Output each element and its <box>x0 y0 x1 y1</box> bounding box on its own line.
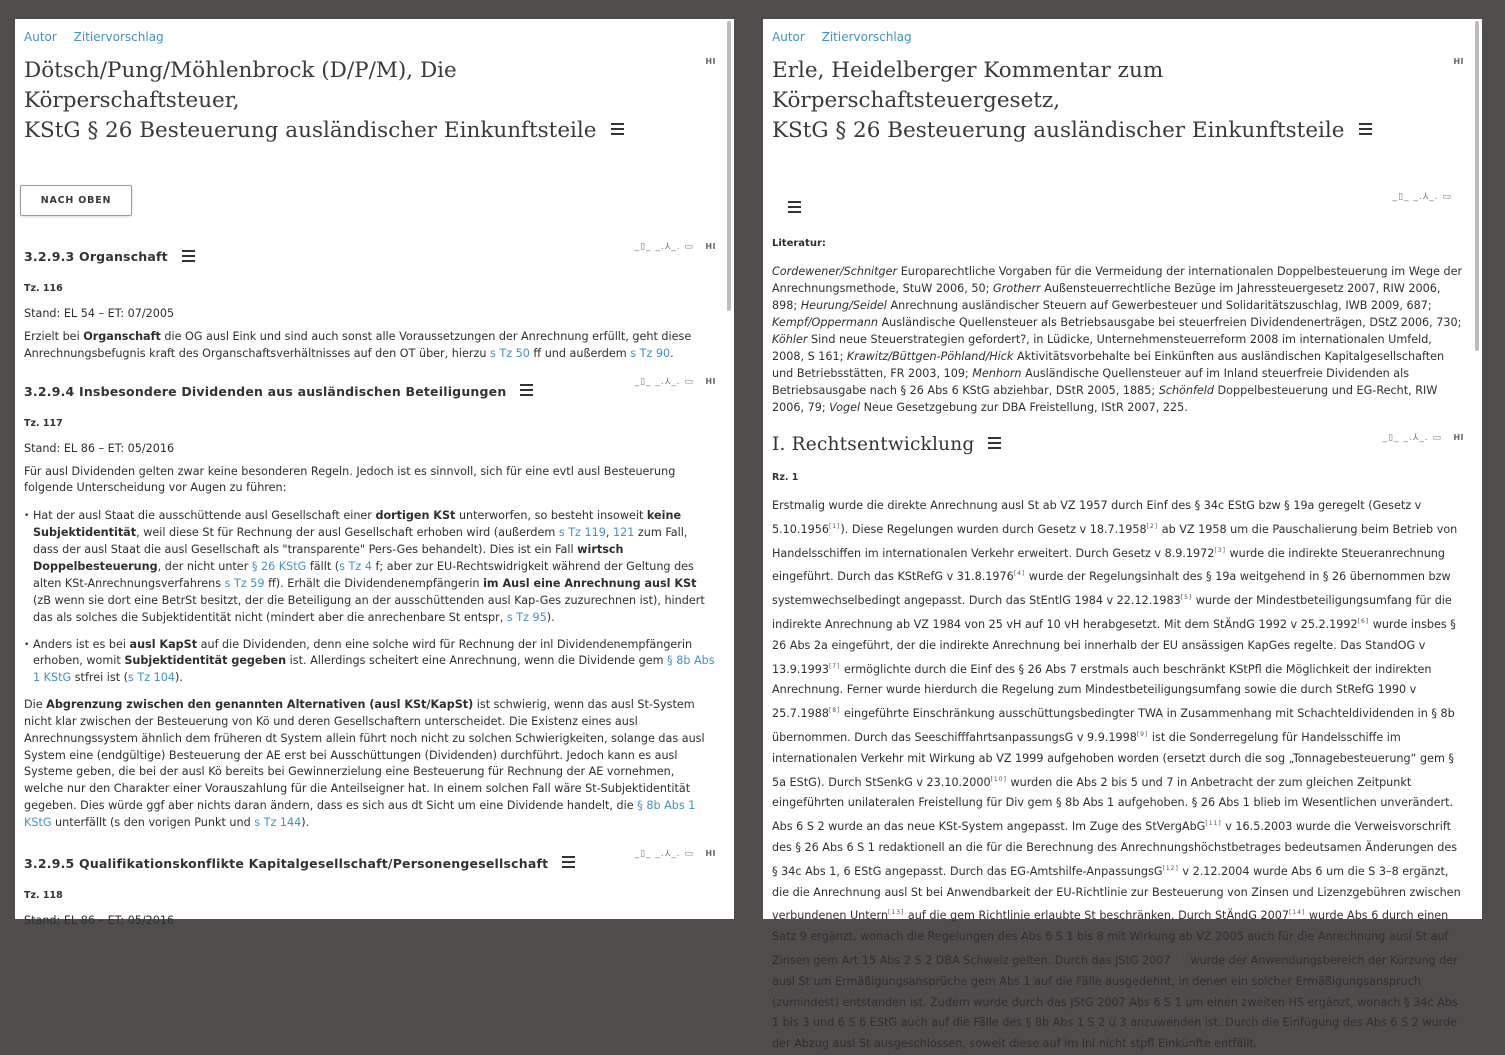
footnote-marker[interactable]: [5] <box>1180 594 1193 602</box>
footnote-marker[interactable]: [12] <box>1162 864 1179 872</box>
citation-link[interactable]: Zitiervorschlag <box>73 30 164 44</box>
rz-text-segment: eingeführte Einschränkung ausschüttungsbedingter TWA in Zusammenhang mit Schachteldividenden in § 8b übernommen. Durch das SeeschifffahrtsanpassungsG v 9.9.1998 <box>772 707 1455 744</box>
footnote-marker[interactable]: [8] <box>828 707 841 715</box>
cross-ref-link[interactable]: s Tz 90 <box>630 346 671 360</box>
rz-text-segment: Erstmalig wurde die direkte Anrechnung ausl St ab VZ 1957 durch Einf des § 34c EStG bzw § 19a geregelt (Gesetz v 5.10.1956 <box>772 499 1422 536</box>
menu-icon[interactable] <box>788 201 801 213</box>
rz-text-segment: auf die gem Richtlinie erlaubte St beschränken. Durch StÄndG 2007 <box>904 909 1289 923</box>
document-title <box>772 56 1464 146</box>
footnote-marker[interactable]: [10] <box>990 775 1007 783</box>
literature-entry: Neue Gesetzgebung zur DBA Freistellung, IStR 2007, 225. <box>860 401 1188 414</box>
rz-text-segment: v 2.12.2004 wurde Abs 6 um die S 3–8 ergänzt, die die Anrechnung ausl St bei Anwendbarkeit der EU-Richtlinie zur Besteuerung von Zinsen und Lizenzgebühren zwischen verbundenen Untern <box>772 864 1461 923</box>
stand-info: Stand: EL 86 – ET: 05/2016 <box>24 913 175 927</box>
document-title <box>24 56 716 146</box>
rz-text-segment: ermöglichte durch die Einf des § 26 Abs 7 erstmals auch beschränkt KStPfl die Möglichkeit der indirekten Anrechnung. Ferner wurde hierdurch die Regelung zum Mindestbeteiligungsumfang sowie die durch StRefG 1990 v 25.7.1988 <box>772 662 1432 721</box>
tz-number: Tz. 117 <box>24 417 63 429</box>
section-organschaft <box>24 242 716 363</box>
footnote-marker[interactable]: [3] <box>1214 546 1226 554</box>
section-heading: 3.2.9.5 Qualifikationskonflikte Kapitalgesellschaft/Personengesellschaft <box>24 854 716 874</box>
literature-entry: Aktivitätsvorbehalte bei Einkünften aus ausländischen Kapitalgesellschaften und Betriebsstätten, FR 2003, 109; <box>772 350 1445 380</box>
section-qualifikationskonflikte <box>24 848 716 927</box>
menu-icon[interactable] <box>182 250 195 262</box>
left-top-links <box>24 29 716 45</box>
literature-author: Krawitz/Büttgen-Pöhland/Hick <box>846 350 1014 363</box>
left-scrollbar[interactable] <box>727 21 731 311</box>
rz-paragraph <box>772 496 1464 1055</box>
tz-number: Tz. 116 <box>24 283 63 294</box>
literature-author: Heurung/Seidel <box>800 299 887 312</box>
rz-text-segment: wurde Abs 6 durch einen Satz 9 ergänzt, wonach die Regelungen des Abs 6 S 1 bis 8 mit Wirkung ab VZ 2005 auch für die Anrechnung ausl St auf Zinsen gem Art 15 Abs 2 S 2 DBA Schweiz gelten. Durch das JStG 2007 <box>772 909 1449 967</box>
cross-ref-link[interactable]: s Tz 104 <box>128 671 176 685</box>
right-top-links <box>772 29 1464 45</box>
author-link[interactable]: Autor <box>772 30 805 44</box>
left-document-pane[interactable] <box>15 19 734 927</box>
literature-author: Menhorn <box>972 367 1022 380</box>
cross-ref-link[interactable]: s Tz 95 <box>506 610 547 624</box>
footnote-marker[interactable]: [15] <box>1170 953 1187 961</box>
rz-text-segment: ab VZ 1958 um die Pauschalierung beim Betrieb von Handelsschiffen im internationalen Verkehr erweitert. Durch Gesetz v 8.9.1972 <box>772 522 1458 560</box>
author-link[interactable]: Autor <box>24 30 57 44</box>
section-tools-icons[interactable]: _▯_ _.⅄_. ▭ <box>634 848 694 859</box>
literature-entry: Ausländische Quellensteuer auf im Inland steuerfreie Dividenden als Betriebsausgabe nach § 26 Abs 6 KStG abziehbar, DStR 2005, 1885; <box>772 367 1410 397</box>
footnote-marker[interactable]: [2] <box>1146 522 1159 530</box>
rz-text-segment: v 16.5.2003 wurde die Verweisvorschrift des § 26 Abs 6 S 1 redaktionell an die für die Berechnung des Anrechnungshöchstbetrages bedeutsamen Änderungen des § 34c Abs 1, 6 EStG angepasst. Durch das EG-Amtshilfe-AnpassungsG <box>772 820 1458 878</box>
menu-icon[interactable] <box>988 437 1001 449</box>
intro-toolbar <box>772 186 1464 226</box>
literature-entry: Sind neue Steuerstrategien gefordert?, in Lüdicke, Unternehmensteuerreform 2008 im internationalen Umfeld, 2008, S 161; <box>772 333 1432 363</box>
section-heading: 3.2.9.4 Insbesondere Dividenden aus ausländischen Beteiligungen <box>24 382 716 402</box>
list-item: • Hat der ausl Staat die ausschüttende ausl Gesellschaft einer dortigen KSt unterworfen, so besteht insoweit keine Subjektidentität, weil diese St für Rechnung der ausl Gesellschaft erhoben wird (außerdem s Tz 119, 121 zum Fall, dass der ausl Staat die ausl Gesellschaft als "transparente" Pers-Ges behandelt). Dies ist ein Fall wirtsch Doppelbesteuerung, der nicht unter § 26 KStG fällt (s Tz 4 f; aber zur EU-Rechtswidrigkeit während der Geltung des alten KSt-Anrechnungsverfahrens s Tz 59 ff). Erhält die Dividendenempfängerin im Ausl eine Anrechnung ausl KSt (zB wenn sie dort eine BetrSt besitzt, der die Beteiligung an der ausschüttenden ausl Kap-Ges zuzurechnen ist), hindert das als solches die Subjektidentität nicht (mindert aber die anrechenbare St entspr, s Tz 95). <box>24 508 716 626</box>
paragraph: Erzielt bei Organschaft die OG ausl Eink und sind auch sonst alle Voraussetzungen der Anrechnung erfüllt, geht diese Anrechnungsbefugnis kraft des Organschaftsverhältnisses auf den OT über, hierzu s Tz 50 ff und außerdem s Tz 90. <box>24 330 692 360</box>
rz-number: Rz. 1 <box>772 472 799 483</box>
cross-ref-link[interactable]: § 26 KStG <box>251 559 307 573</box>
back-to-top-button[interactable]: NACH OBEN <box>20 185 132 216</box>
literature-entry: Anrechnung ausländischer Steuern auf Gewerbesteuer und Solidaritätszuschlag, IWB 2009, 687; <box>886 299 1432 312</box>
title-line-1: Erle, Heidelberger Kommentar zum Körperschaftsteuergesetz, <box>772 58 1164 113</box>
rz-text-segment: wurde der Regelungsinhalt des § 19a weitgehend in § 26 übernommen bzw systemwechselbedingt angepasst. Durch das StEntlG 1984 v 22.12.1983 <box>772 570 1451 608</box>
section-tools-icons[interactable]: _▯_ _.⅄_. ▭ <box>634 242 694 252</box>
rz-text-segment: ). Diese Regelungen wurden durch Gesetz v 18.7.1958 <box>840 522 1147 536</box>
cross-ref-link[interactable]: § 8b Abs 1 KStG <box>33 654 715 685</box>
toc-menu-icon[interactable] <box>611 123 624 135</box>
stand-info: Stand: EL 54 – ET: 07/2005 <box>24 307 175 320</box>
footnote-marker[interactable]: [9] <box>1136 730 1149 738</box>
footnote-marker[interactable]: [11] <box>1205 820 1222 828</box>
cross-ref-link[interactable]: s Tz 119 <box>558 526 606 540</box>
citation-link[interactable]: Zitiervorschlag <box>821 30 912 44</box>
cross-ref-link[interactable]: s Tz 144 <box>254 815 302 829</box>
cross-ref-link[interactable]: s Tz 50 <box>489 346 530 360</box>
stand-info: Stand: EL 86 – ET: 05/2016 <box>24 441 175 455</box>
literature-author: Kempf/Oppermann <box>772 316 878 329</box>
rz-text-segment: wurde insbes § 26 Abs 2a eingeführt, der die indirekte Anrechnung bei innerhalb der EU ansässigen KapGes regelte. Das StandOG v 13.9.1993 <box>772 617 1456 676</box>
hi-marker[interactable]: HI <box>705 242 716 251</box>
hi-marker[interactable]: HI <box>1453 433 1464 442</box>
footnote-marker[interactable]: [13] <box>888 909 905 917</box>
hi-marker[interactable]: HI <box>705 376 716 386</box>
rz-text-segment: wurde der Mindestbeteiligungsumfang für die indirekte Anrechnung ab VZ 1984 von 25 vH auf 10 vH herabgesetzt. Mit dem StÄndG 1992 v 25.2.1992 <box>772 594 1452 631</box>
bullet-list <box>24 508 716 687</box>
rz-text-segment: ist die Sonderregelung für Handelsschiffe im internationalen Verkehr mit Wirkung ab VZ 1999 aufgehoben worden (ersetzt durch die sog „Tonnagebesteuerung“ gem § 5a EStG). Durch StSenkG v 23.10.2000 <box>772 730 1454 789</box>
hi-marker[interactable]: HI <box>705 848 716 858</box>
footnote-marker[interactable]: [4] <box>1013 570 1026 578</box>
cross-ref-link[interactable]: s Tz 59 <box>224 576 265 590</box>
section-dividenden <box>24 376 716 832</box>
literature-entry: Europarechtliche Vorgaben für die Vermeidung der internationalen Doppelbesteuerung im Wege der Anrechnungsmethode, StuW 2006, 50; <box>772 265 1463 295</box>
title-line-2: KStG § 26 Besteuerung ausländischer Einkunftsteile <box>24 118 597 143</box>
toc-menu-icon[interactable] <box>1359 123 1372 135</box>
tz-number: Tz. 118 <box>24 889 63 901</box>
cross-ref-link[interactable]: 121 <box>612 526 635 540</box>
literature-list <box>772 263 1464 416</box>
footnote-marker[interactable]: [6] <box>1357 617 1370 625</box>
footnote-marker[interactable]: [7] <box>828 662 841 670</box>
literature-author: Köhler <box>772 333 808 346</box>
footnote-marker[interactable]: [14] <box>1288 909 1306 917</box>
rz-text-segment: wurde der Anwendungsbereich der Kürzung der ausl St um Ermäßigungsansprüche gem Abs 1 auf die Fälle ausgedehnt, in denen ein solcher Ermäßigungsanspruch (zumindest) entstanden ist. Zudem wurde durch das JStG 2007 Abs 6 S 1 um einen zweiten HS ergänzt, wonach § 34c Abs 1 bis 3 und 6 S 6 EStG auch auf die Fälle des § 8b Abs 1 S 2 u 3 anzuwenden ist. Durch die Einfügung des Abs 6 S 2 wurde der Abzug ausl St ausgeschlossen, soweit diese auf im Inl nicht stpfl Einkünfte entfällt. <box>772 953 1458 1051</box>
literature-author: Cordewener/Schnitger <box>772 265 898 278</box>
literature-entry: Ausländische Quellensteuer als Betriebsausgabe bei steuerfreien Dividendenerträgen, DStZ 2006, 730; <box>877 316 1462 329</box>
menu-icon[interactable] <box>562 856 575 868</box>
section-tools-icons[interactable]: _▯_ _.⅄_. ▭ <box>1382 433 1442 443</box>
footnote-marker[interactable]: [1] <box>828 522 841 530</box>
cross-ref-link[interactable]: s Tz 4 <box>339 559 372 573</box>
title-line-2: KStG § 26 Besteuerung ausländischer Einkunftsteile <box>772 118 1345 143</box>
section-heading: 3.2.9.3 Organschaft <box>24 247 716 267</box>
menu-icon[interactable] <box>520 384 533 396</box>
section-tools-icons[interactable]: _▯_ _.⅄_. ▭ <box>634 376 694 387</box>
title-line-1: Dötsch/Pung/Möhlenbrock (D/P/M), Die Körperschaftsteuer, <box>24 58 457 113</box>
rz-text-segment: wurden die Abs 2 bis 5 und 7 in Anbetracht der zum gleichen Zeitpunkt eingeführten unilateralen Freistellung für Div gem § 8b Abs 1 aufgehoben. § 26 Abs 1 blieb im Wesentlichen unverändert. Abs 6 S 2 wurde an das neue KSt-System angepasst. Im Zuge des StVergAbG <box>772 775 1454 834</box>
cross-ref-link[interactable]: § 8b Abs 1 KStG <box>24 799 696 829</box>
literature-entry: Doppelbesteuerung und EG-Recht, RIW 2006, 79; <box>772 384 1438 414</box>
right-scrollbar[interactable] <box>1475 21 1479 351</box>
literature-entry: Außensteuerrechtliche Bezüge im Jahressteuergesetz 2007, RIW 2006, 898; <box>772 282 1441 312</box>
rz-text-segment: wurde die indirekte Steueranrechnung eingeführt. Durch das KStRefG v 31.8.1976 <box>772 546 1445 584</box>
literature-author: Schönfeld <box>1158 384 1214 397</box>
section-rechtsentwicklung <box>772 432 1464 1055</box>
paragraph: Für ausl Dividenden gelten zwar keine besonderen Regeln. Jedoch ist es sinnvoll, sich für eine evtl ausl Besteuerung folgende Unterscheidung vor Augen zu führen: <box>24 464 676 495</box>
section-tools-icons[interactable]: _▯_ _.⅄_. ▭ <box>1392 192 1452 202</box>
literature-label: Literatur: <box>772 238 826 249</box>
hi-marker[interactable]: HI <box>705 57 716 66</box>
literature-author: Vogel <box>829 401 861 414</box>
hi-marker[interactable]: HI <box>1453 57 1464 66</box>
right-document-pane[interactable] <box>763 19 1482 1051</box>
section-heading: I. Rechtsentwicklung <box>772 432 1464 458</box>
literature-author: Grotherr <box>992 282 1041 295</box>
list-item: • Anders ist es bei ausl KapSt auf die Dividenden, denn eine solche wird für Rechnung der inl Dividendenempfängerin erhoben, womit Subjektidentität gegeben ist. Allerdings scheitert eine Anrechnung, wenn die Dividende gem § 8b Abs 1 KStG stfrei ist (s Tz 104). <box>24 637 716 688</box>
paragraph: Die Abgrenzung zwischen den genannten Alternativen (ausl KSt/KapSt) ist schwierig, wenn das ausl St-System nicht klar zwischen der Besteuerung von Kö und deren Gesellschaftern unterscheidet. Die Existenz eines ausl Anrechnungssystem ähnlich dem früheren dt System allein führt noch nicht zu solchen Schwierigkeiten, solange das ausl System eine (endgültige) Besteuerung der AE erst bei Ausschüttungen (Dividenden) durchführt. Jedoch kann es ausl Systeme geben, die bei der ausl Kö bereits bei Gewinnerzielung eine Besteuerung für Rechnung der AE vornehmen, welche nur den Charakter einer Vorauszahlung für die Anteilseigner hat. In einem solchen Fall wäre St-Subjektidentität gegeben. Dies würde ggf aber nichts daran ändern, dass es sich aus dt Sicht um eine Dividende handelt, die § 8b Abs 1 KStG unterfällt (s den vorigen Punkt und s Tz 144). <box>24 698 705 829</box>
